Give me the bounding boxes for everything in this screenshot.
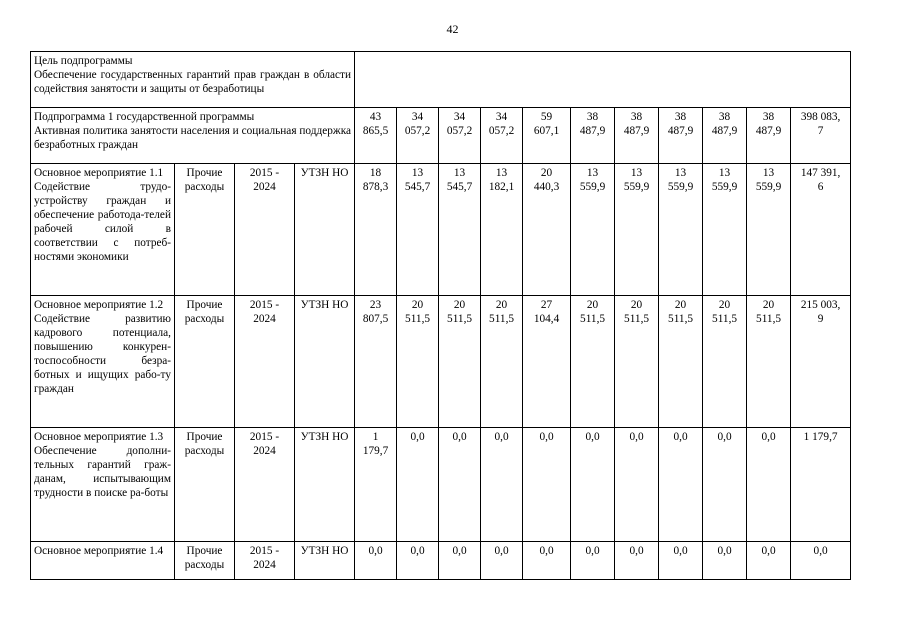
measure-value-cell xyxy=(747,296,791,428)
subprogram-cell xyxy=(31,108,355,164)
measure-value-cell xyxy=(397,542,439,580)
measure-value: 1 179,7 xyxy=(362,431,389,457)
page-number: 42 xyxy=(446,22,459,36)
measure-value: 0,0 xyxy=(494,431,509,443)
measure-description-cell xyxy=(31,296,175,428)
subprogram-value: 34 057,2 xyxy=(446,111,473,137)
measure-value-cell xyxy=(791,296,851,428)
subprogram-value: 38 487,9 xyxy=(755,111,782,137)
measure-value: 0,0 xyxy=(452,431,467,443)
measure-value-cell xyxy=(615,428,659,542)
subprogram-value: 38 487,9 xyxy=(623,111,650,137)
measure-value: 20 511,5 xyxy=(624,299,650,325)
measure-value-cell xyxy=(397,164,439,296)
measure-value-cell xyxy=(355,164,397,296)
period: 2015 - 2024 xyxy=(249,431,280,457)
measure-value: 20 511,5 xyxy=(668,299,694,325)
subprogram-value-cell xyxy=(439,108,481,164)
measure-value-cell xyxy=(523,296,571,428)
measure-value-cell xyxy=(571,542,615,580)
subprogram-value: 43 865,5 xyxy=(362,111,389,137)
subprogram-value: 38 487,9 xyxy=(579,111,606,137)
measure-value: 13 559,9 xyxy=(711,167,738,193)
measure-row xyxy=(31,428,851,542)
measure-value: 0,0 xyxy=(585,545,600,557)
measure-value: 13 559,9 xyxy=(623,167,650,193)
measure-value-cell xyxy=(703,428,747,542)
measure-value-cell xyxy=(791,428,851,542)
subprogram-value-cell xyxy=(523,108,571,164)
subprogram-value-cell xyxy=(397,108,439,164)
measure-value: 0,0 xyxy=(813,545,828,557)
measure-value: 0,0 xyxy=(761,545,776,557)
measure-value-cell xyxy=(747,428,791,542)
measure-value: 0,0 xyxy=(629,545,644,557)
goal-cell xyxy=(31,52,355,108)
measure-value-cell xyxy=(791,164,851,296)
measure-value-cell xyxy=(747,164,791,296)
executor: УТЗН НО xyxy=(300,299,349,311)
subprogram-value-cell xyxy=(747,108,791,164)
goal-row xyxy=(31,52,851,108)
measure-value: 0,0 xyxy=(673,545,688,557)
period-cell xyxy=(235,296,295,428)
measure-value: 147 391, 6 xyxy=(800,167,841,193)
measure-description: Основное мероприятие 1.4 xyxy=(34,545,164,557)
measure-row xyxy=(31,542,851,580)
subprogram-value: 38 487,9 xyxy=(667,111,694,137)
measure-value: 215 003, 9 xyxy=(800,299,841,325)
measure-row xyxy=(31,296,851,428)
measure-value: 20 511,5 xyxy=(489,299,515,325)
expense-type-cell xyxy=(175,542,235,580)
goal-empty-cell xyxy=(355,52,851,108)
measure-value: 0,0 xyxy=(410,431,425,443)
goal-text: Цель подпрограммы Обеспечение государственных гарантий прав граждан в области содействия занятости и защиты от безработицы xyxy=(34,55,352,95)
measure-value: 0,0 xyxy=(717,431,732,443)
measure-value: 0,0 xyxy=(410,545,425,557)
measure-value-cell xyxy=(659,296,703,428)
measure-value: 13 182,1 xyxy=(488,167,515,193)
subprogram-value: 38 487,9 xyxy=(711,111,738,137)
period: 2015 - 2024 xyxy=(249,167,280,193)
measure-value: 0,0 xyxy=(539,545,554,557)
subprogram-value: 34 057,2 xyxy=(404,111,431,137)
measure-value: 0,0 xyxy=(761,431,776,443)
measure-value-cell xyxy=(439,428,481,542)
measure-value-cell xyxy=(703,164,747,296)
measure-value-cell xyxy=(355,428,397,542)
measure-value-cell xyxy=(523,428,571,542)
measure-value-cell xyxy=(659,164,703,296)
expense-type: Прочие расходы xyxy=(184,167,225,193)
measure-value: 27 104,4 xyxy=(533,299,560,325)
measure-value: 0,0 xyxy=(494,545,509,557)
executor: УТЗН НО xyxy=(300,431,349,443)
measure-value: 20 511,5 xyxy=(447,299,473,325)
measure-value-cell xyxy=(571,164,615,296)
measure-value: 20 440,3 xyxy=(533,167,560,193)
executor-cell xyxy=(295,542,355,580)
measure-value-cell xyxy=(615,164,659,296)
expense-type-cell xyxy=(175,296,235,428)
measure-value-cell xyxy=(439,164,481,296)
measure-value: 0,0 xyxy=(368,545,383,557)
measure-description: Основное мероприятие 1.2 Содействие развитию кадрового потенциала, повышению конкурен-тоспособности безра-ботных и ищущих рабо-ту граждан xyxy=(34,299,171,395)
measure-value-cell xyxy=(355,542,397,580)
executor-cell xyxy=(295,428,355,542)
executor: УТЗН НО xyxy=(300,545,349,557)
measure-row xyxy=(31,164,851,296)
program-table xyxy=(30,51,851,580)
measure-value: 13 545,7 xyxy=(446,167,473,193)
measure-value: 13 559,9 xyxy=(755,167,782,193)
measure-description-cell xyxy=(31,542,175,580)
subprogram-value-cell xyxy=(481,108,523,164)
measure-value-cell xyxy=(659,542,703,580)
subprogram-text: Подпрограмма 1 государственной программы Активная политика занятости населения и социальная поддержка безработных граждан xyxy=(34,111,352,151)
subprogram-value-cell xyxy=(659,108,703,164)
expense-type-cell xyxy=(175,428,235,542)
measure-description: Основное мероприятие 1.1 Содействие трудо-устройству граждан и обеспечение работода-телей рабочей силой в соответствии с потреб-ностями экономики xyxy=(34,167,171,263)
measure-value-cell xyxy=(703,296,747,428)
measure-value: 0,0 xyxy=(585,431,600,443)
measure-value: 13 559,9 xyxy=(667,167,694,193)
subprogram-row xyxy=(31,108,851,164)
executor-cell xyxy=(295,164,355,296)
measure-value-cell xyxy=(481,296,523,428)
measure-value: 13 545,7 xyxy=(404,167,431,193)
expense-type: Прочие расходы xyxy=(184,431,225,457)
measure-value-cell xyxy=(481,164,523,296)
measure-value: 1 179,7 xyxy=(803,431,838,443)
subprogram-value-cell xyxy=(791,108,851,164)
measure-value-cell xyxy=(481,428,523,542)
measure-description: Основное мероприятие 1.3 Обеспечение дополни-тельных гарантий граж-данам, испытывающим трудности в поиске ра-боты xyxy=(34,431,171,499)
measure-value: 0,0 xyxy=(452,545,467,557)
measure-value-cell xyxy=(397,428,439,542)
measure-value: 0,0 xyxy=(629,431,644,443)
measure-value: 23 807,5 xyxy=(362,299,389,325)
expense-type: Прочие расходы xyxy=(184,545,225,571)
measure-description-cell xyxy=(31,428,175,542)
measure-value-cell xyxy=(355,296,397,428)
subprogram-value: 398 083, 7 xyxy=(800,111,841,137)
subprogram-value: 34 057,2 xyxy=(488,111,515,137)
expense-type: Прочие расходы xyxy=(184,299,225,325)
subprogram-value-cell xyxy=(615,108,659,164)
measure-value-cell xyxy=(397,296,439,428)
measure-value-cell xyxy=(439,296,481,428)
measure-value-cell xyxy=(703,542,747,580)
measure-value-cell xyxy=(791,542,851,580)
measure-value: 18 878,3 xyxy=(362,167,389,193)
measure-value-cell xyxy=(571,428,615,542)
expense-type-cell xyxy=(175,164,235,296)
measure-value-cell xyxy=(523,164,571,296)
measure-value: 20 511,5 xyxy=(756,299,782,325)
measure-value: 0,0 xyxy=(673,431,688,443)
measure-value-cell xyxy=(439,542,481,580)
period: 2015 - 2024 xyxy=(249,299,280,325)
subprogram-value: 59 607,1 xyxy=(533,111,560,137)
measure-value-cell xyxy=(615,542,659,580)
measure-value-cell xyxy=(615,296,659,428)
subprogram-value-cell xyxy=(355,108,397,164)
measure-value: 20 511,5 xyxy=(580,299,606,325)
measure-value-cell xyxy=(523,542,571,580)
measure-description-cell xyxy=(31,164,175,296)
subprogram-value-cell xyxy=(571,108,615,164)
measure-value-cell xyxy=(659,428,703,542)
measure-value: 13 559,9 xyxy=(579,167,606,193)
measure-value: 20 511,5 xyxy=(712,299,738,325)
executor-cell xyxy=(295,296,355,428)
period-cell xyxy=(235,542,295,580)
subprogram-value-cell xyxy=(703,108,747,164)
measure-value: 0,0 xyxy=(539,431,554,443)
period-cell xyxy=(235,164,295,296)
executor: УТЗН НО xyxy=(300,167,349,179)
measure-value-cell xyxy=(571,296,615,428)
measure-value-cell xyxy=(747,542,791,580)
measure-value: 20 511,5 xyxy=(405,299,431,325)
measure-value: 0,0 xyxy=(717,545,732,557)
measure-value-cell xyxy=(481,542,523,580)
period: 2015 - 2024 xyxy=(249,545,280,571)
period-cell xyxy=(235,428,295,542)
